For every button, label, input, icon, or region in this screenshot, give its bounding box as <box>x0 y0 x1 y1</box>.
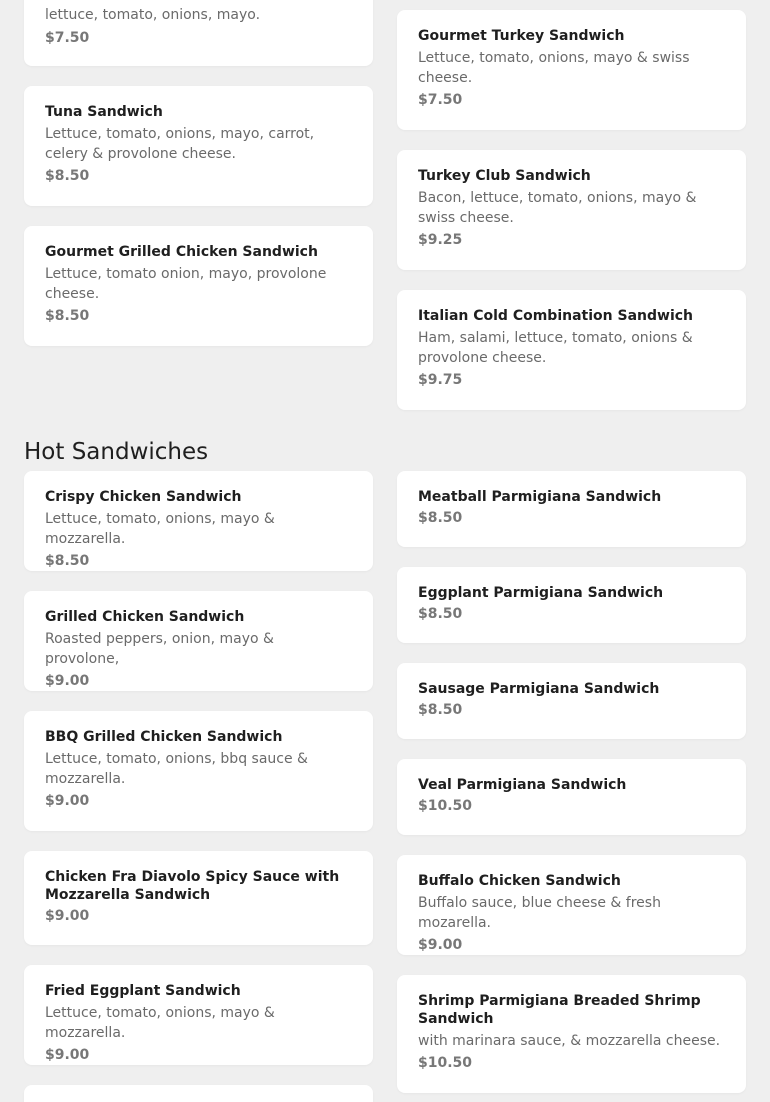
menu-item-description: Buffalo sauce, blue cheese & fresh mozarella. <box>418 895 661 931</box>
menu-item-title: Veal Parmigiana Sandwich <box>418 777 627 793</box>
menu-item-title: Chicken Fra Diavolo Spicy Sauce with Mozzarella Sandwich <box>45 869 340 903</box>
menu-item-title: Sausage Parmigiana Sandwich <box>418 681 660 697</box>
menu-item-card[interactable] <box>24 226 373 346</box>
menu-item-description: Bacon, lettuce, tomato, onions, mayo & swiss cheese. <box>418 190 697 226</box>
menu-item-description: Lettuce, tomato onion, mayo, provolone cheese. <box>45 266 327 302</box>
menu-item-card[interactable] <box>24 0 373 66</box>
menu-item-description: with marinara sauce, & mozzarella cheese. <box>418 1033 721 1049</box>
menu-item-title: Gourmet Grilled Chicken Sandwich <box>45 244 318 260</box>
menu-item-card[interactable] <box>24 591 373 691</box>
menu-item-title: Buffalo Chicken Sandwich <box>418 873 621 889</box>
menu-item-price: $9.00 <box>45 673 90 689</box>
menu-item-card[interactable] <box>24 965 373 1065</box>
menu-item-price: $10.50 <box>418 1055 473 1071</box>
menu-item-description: Lettuce, tomato, onions, bbq sauce & mozzarella. <box>45 751 308 787</box>
menu-item-card[interactable] <box>397 10 746 130</box>
menu-item-description: Roasted peppers, onion, mayo & provolone, <box>45 631 274 667</box>
menu-item-price: $8.50 <box>45 553 90 569</box>
menu-item-price: $8.50 <box>45 308 90 324</box>
menu-item-card[interactable] <box>397 150 746 270</box>
menu-item-title: Grilled Chicken Sandwich <box>45 609 245 625</box>
menu-item-title: BBQ Grilled Chicken Sandwich <box>45 729 283 745</box>
menu-item-title: Fried Eggplant Sandwich <box>45 983 241 999</box>
menu-item-description: lettuce, tomato, onions, mayo. <box>45 7 261 23</box>
section-heading-hot-sandwiches: Hot Sandwiches <box>24 439 209 465</box>
menu-item-card[interactable] <box>397 759 746 835</box>
menu-item-price: $8.50 <box>45 168 90 184</box>
menu-item-price: $7.50 <box>45 30 90 46</box>
menu-item-price: $9.00 <box>418 937 463 953</box>
menu-item-price: $10.50 <box>418 798 473 814</box>
menu-item-description: Lettuce, tomato, onions, mayo & mozzarella. <box>45 511 275 547</box>
menu-item-card[interactable] <box>397 471 746 547</box>
menu-item-title: Italian Cold Combination Sandwich <box>418 308 694 324</box>
menu-item-title: Eggplant Parmigiana Sandwich <box>418 585 664 601</box>
menu-item-price: $8.50 <box>418 702 463 718</box>
menu-item-card[interactable] <box>397 290 746 410</box>
menu-item-price: $9.00 <box>45 1047 90 1063</box>
menu-item-title: Meatball Parmigiana Sandwich <box>418 489 662 505</box>
menu-item-card[interactable] <box>397 567 746 643</box>
menu-item-card[interactable] <box>24 471 373 571</box>
menu-item-card[interactable] <box>24 851 373 945</box>
menu-item-price: $9.00 <box>45 908 90 924</box>
menu-item-description: Lettuce, tomato, onions, mayo & mozzarella. <box>45 1005 275 1041</box>
menu-item-card[interactable] <box>397 663 746 739</box>
menu-item-price: $9.25 <box>418 232 463 248</box>
menu-item-card[interactable] <box>24 86 373 206</box>
menu-item-price: $7.50 <box>418 92 463 108</box>
menu-item-title: Gourmet Turkey Sandwich <box>418 28 625 44</box>
menu-item-card[interactable] <box>24 1085 373 1102</box>
menu-item-card[interactable] <box>397 855 746 955</box>
menu-item-description: Ham, salami, lettuce, tomato, onions & provolone cheese. <box>418 330 693 366</box>
menu-item-title: Crispy Chicken Sandwich <box>45 489 242 505</box>
menu-item-description: Lettuce, tomato, onions, mayo & swiss cheese. <box>418 50 690 86</box>
menu-item-card[interactable] <box>24 711 373 831</box>
menu-item-title: Shrimp Parmigiana Breaded Shrimp Sandwich <box>418 993 701 1027</box>
menu-item-price: $8.50 <box>418 510 463 526</box>
menu-item-price: $9.00 <box>45 793 90 809</box>
menu-item-title: Tuna Sandwich <box>45 104 163 120</box>
menu-item-title: Turkey Club Sandwich <box>418 168 591 184</box>
menu-item-description: Lettuce, tomato, onions, mayo, carrot, celery & provolone cheese. <box>45 126 315 162</box>
menu-item-price: $8.50 <box>418 606 463 622</box>
menu-item-price: $9.75 <box>418 372 463 388</box>
menu-item-card[interactable] <box>397 975 746 1093</box>
